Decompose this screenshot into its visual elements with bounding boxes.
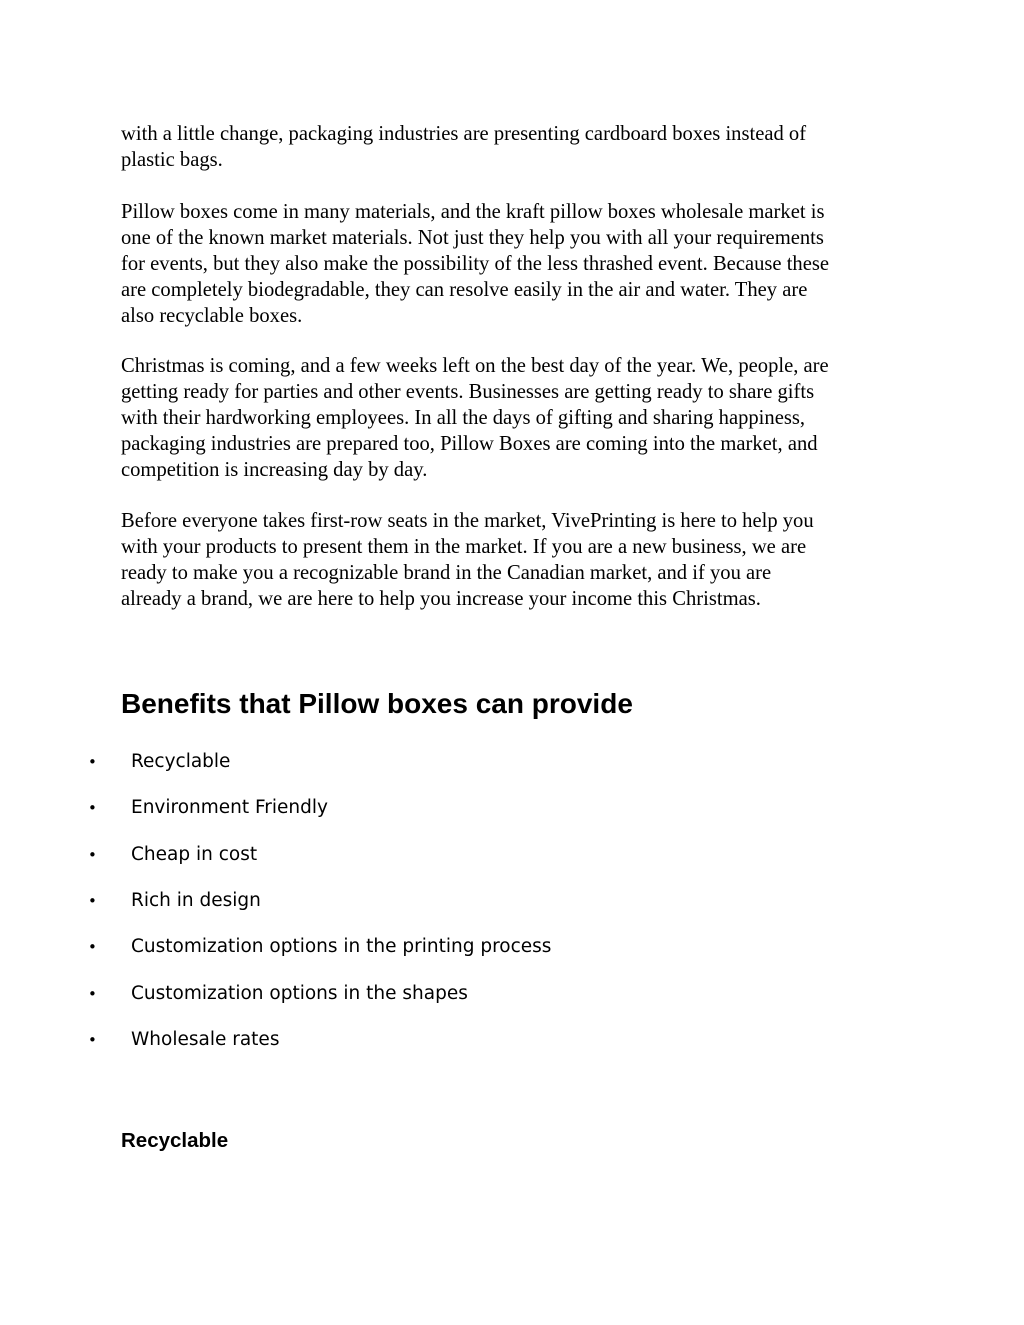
list-item-text: Cheap in cost [131,844,258,865]
paragraph-materials [121,199,911,329]
paragraph-line: with your products to present them in the market. If you are a new business, we are [121,536,807,558]
paragraph-line: Pillow boxes come in many materials, and the kraft pillow boxes wholesale market is [121,201,825,223]
bullet-icon: • [88,892,97,910]
paragraph-line: packaging industries are prepared too, Pillow Boxes are coming into the market, and [121,433,818,455]
paragraph-line: competition is increasing day by day. [121,459,428,481]
paragraph-christmas [121,353,911,483]
list-item [0,842,700,868]
paragraph-line: also recyclable boxes. [121,305,303,327]
bullet-icon: • [88,938,97,956]
paragraph-line: already a brand, we are here to help you increase your income this Christmas. [121,588,761,610]
paragraph-line: with their hardworking employees. In all the days of gifting and sharing happiness, [121,407,806,429]
list-item-text: Rich in design [131,890,261,911]
list-item [0,749,700,775]
list-item-text: Customization options in the printing process [131,936,552,957]
paragraph-line: plastic bags. [121,149,223,171]
paragraph-line: for events, but they also make the possibility of the less thrashed event. Because these [121,253,830,275]
paragraph-line: with a little change, packaging industries are presenting cardboard boxes instead of [121,123,807,145]
paragraph-intro [121,121,911,173]
paragraph-line: ready to make you a recognizable brand in the Canadian market, and if you are [121,562,772,584]
paragraph-viveprinting [121,508,911,612]
bullet-icon: • [88,846,97,864]
recyclable-subheading: Recyclable [121,1129,229,1152]
bullet-icon: • [88,1031,97,1049]
list-item-text: Wholesale rates [131,1029,280,1050]
bullet-icon: • [88,753,97,771]
bullet-icon: • [88,985,97,1003]
paragraph-line: are completely biodegradable, they can resolve easily in the air and water. They are [121,279,808,301]
paragraph-line: one of the known market materials. Not just they help you with all your requirements [121,227,824,249]
list-item [0,1027,700,1053]
paragraph-line: getting ready for parties and other events. Businesses are getting ready to share gifts [121,381,815,403]
paragraph-line: Before everyone takes first-row seats in the market, VivePrinting is here to help you [121,510,814,532]
list-item [0,795,700,821]
list-item [0,888,700,914]
list-item-text: Customization options in the shapes [131,983,468,1004]
list-item [0,934,700,960]
list-item-text: Environment Friendly [131,797,328,818]
list-item [0,981,700,1007]
paragraph-line: Christmas is coming, and a few weeks left on the best day of the year. We, people, are [121,355,829,377]
bullet-icon: • [88,799,97,817]
list-item-text: Recyclable [131,751,231,772]
benefits-heading: Benefits that Pillow boxes can provide [121,688,633,719]
